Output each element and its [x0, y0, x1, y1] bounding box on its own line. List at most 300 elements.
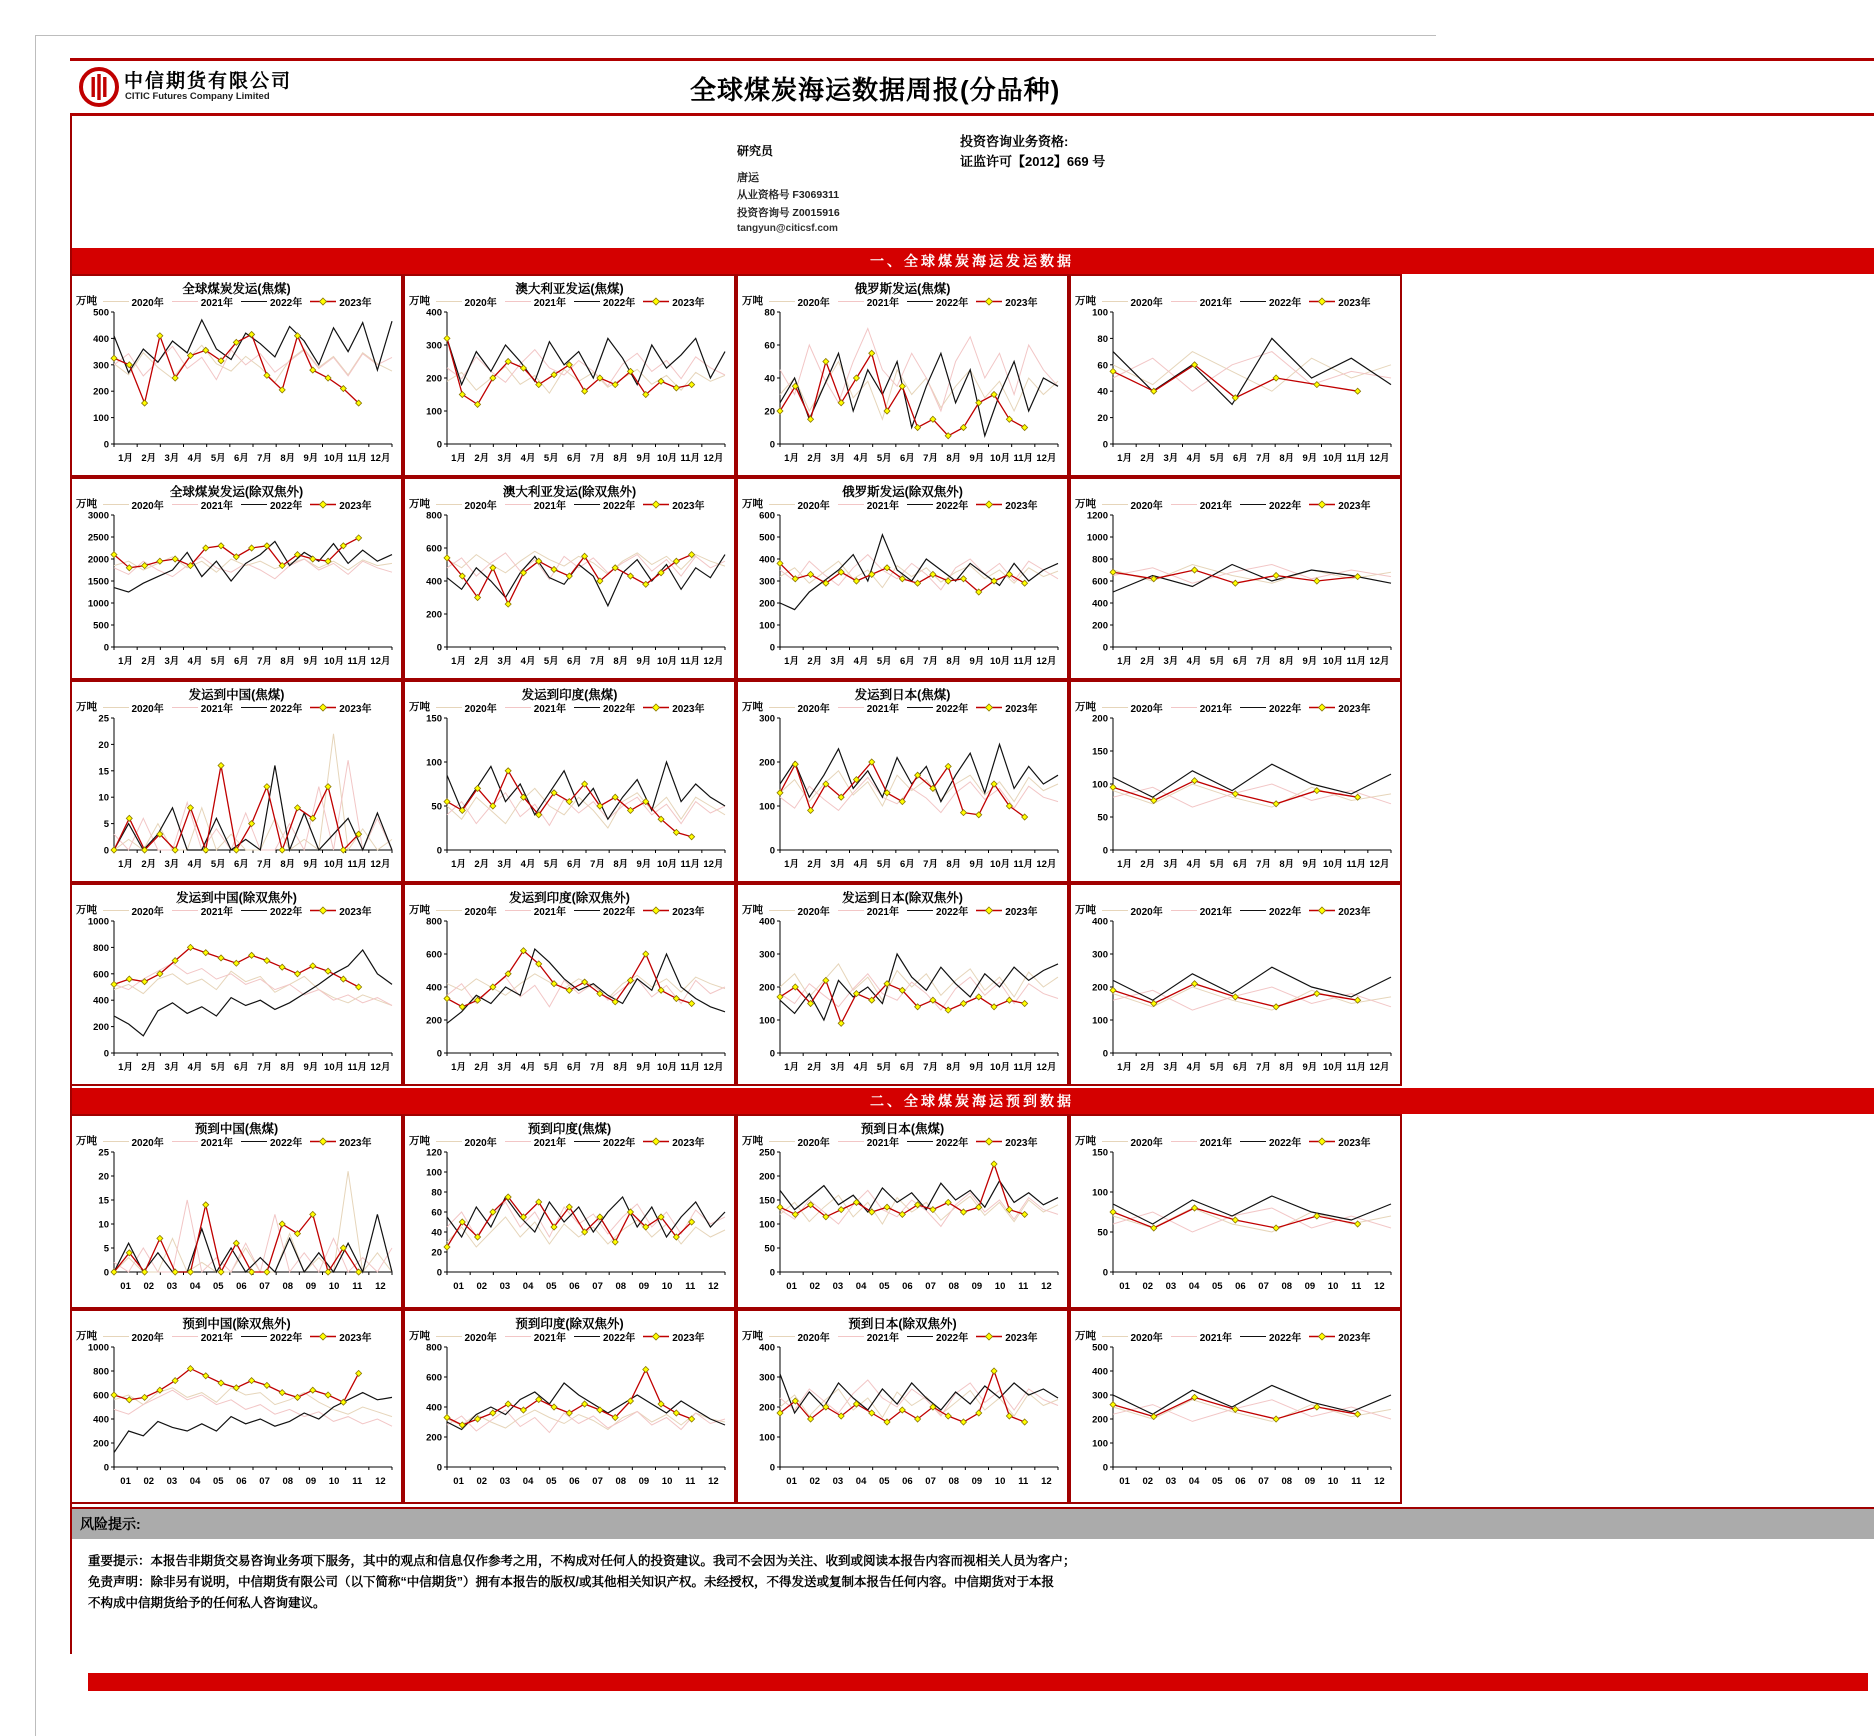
svg-text:3月: 3月 — [1163, 1062, 1178, 1073]
chart-cell — [736, 274, 1069, 477]
svg-text:1月: 1月 — [117, 1062, 133, 1073]
svg-text:03: 03 — [832, 1476, 843, 1487]
svg-text:7月: 7月 — [922, 656, 938, 667]
y-axis-unit-label: 万吨 — [1075, 904, 1096, 916]
legend-line-swatch — [573, 297, 601, 306]
legend-line-swatch — [1308, 297, 1336, 306]
chart-legend — [72, 498, 401, 511]
svg-text:08: 08 — [1280, 1281, 1292, 1292]
svg-text:11月: 11月 — [679, 1062, 700, 1073]
legend-line-swatch — [240, 500, 268, 509]
svg-text:100: 100 — [425, 757, 442, 769]
legend-line-swatch — [1308, 1332, 1336, 1341]
svg-text:01: 01 — [119, 1476, 131, 1487]
svg-text:300: 300 — [1091, 1390, 1108, 1402]
legend-line-swatch — [573, 703, 601, 712]
chart-cell — [736, 1309, 1069, 1504]
svg-text:6月: 6月 — [899, 1062, 915, 1073]
y-axis-unit-label: 万吨 — [76, 295, 97, 307]
svg-text:0: 0 — [1102, 1048, 1108, 1060]
svg-text:4月: 4月 — [187, 1062, 202, 1073]
svg-text:3月: 3月 — [497, 656, 512, 667]
svg-text:05: 05 — [212, 1476, 224, 1487]
svg-text:08: 08 — [281, 1476, 293, 1487]
legend-label: 2021年 — [866, 907, 899, 918]
legend-line-swatch — [1308, 703, 1336, 712]
svg-text:10: 10 — [661, 1281, 672, 1292]
legend-line-swatch — [768, 906, 796, 915]
chart-plot — [742, 308, 1064, 470]
svg-text:400: 400 — [425, 1402, 442, 1414]
svg-text:3月: 3月 — [830, 859, 845, 870]
svg-text:8月: 8月 — [945, 859, 961, 870]
svg-text:200: 200 — [758, 1171, 775, 1183]
legend-label: 2022年 — [603, 704, 636, 715]
svg-text:0: 0 — [103, 439, 109, 451]
chart-title: 预到中国(焦煤) — [194, 1122, 279, 1136]
legend-item — [1239, 1134, 1301, 1149]
legend-line-swatch — [1308, 500, 1336, 509]
legend-line-swatch — [573, 1332, 601, 1341]
legend-label: 2022年 — [936, 1333, 969, 1344]
svg-text:0: 0 — [769, 1048, 775, 1060]
svg-text:12: 12 — [1373, 1476, 1385, 1487]
legend-item — [1239, 497, 1301, 512]
legend-item — [1308, 700, 1370, 715]
legend-item — [504, 497, 566, 512]
y-axis-unit-label: 万吨 — [1075, 1135, 1096, 1147]
svg-text:400: 400 — [92, 333, 109, 345]
svg-text:9月: 9月 — [636, 453, 651, 464]
legend-item — [1170, 700, 1232, 715]
chart-cell — [736, 883, 1069, 1086]
svg-text:3月: 3月 — [830, 453, 845, 464]
citic-logo-icon — [78, 66, 120, 108]
svg-text:2月: 2月 — [806, 859, 822, 870]
svg-text:0: 0 — [1102, 642, 1108, 654]
svg-text:3月: 3月 — [164, 859, 179, 870]
svg-text:4月: 4月 — [520, 1062, 535, 1073]
legend-line-swatch — [642, 1137, 670, 1146]
legend-item — [309, 700, 371, 715]
chart-plot — [1075, 1343, 1397, 1493]
legend-label: 2020年 — [131, 1333, 164, 1344]
svg-text:400: 400 — [92, 1414, 109, 1426]
legend-line-swatch — [573, 500, 601, 509]
legend-label: 2022年 — [270, 1333, 303, 1344]
svg-text:300: 300 — [425, 340, 442, 352]
svg-text:07: 07 — [924, 1281, 936, 1292]
legend-item — [906, 497, 968, 512]
svg-text:6月: 6月 — [566, 453, 582, 464]
y-axis-unit-label: 万吨 — [76, 498, 97, 510]
chart-cell — [70, 1309, 403, 1504]
legend-item — [435, 1329, 497, 1344]
svg-text:3月: 3月 — [497, 1062, 512, 1073]
svg-text:1月: 1月 — [450, 1062, 466, 1073]
legend-label: 2021年 — [866, 704, 899, 715]
y-axis-unit-label: 万吨 — [76, 1135, 97, 1147]
legend-line-swatch — [171, 1332, 199, 1341]
svg-text:12月: 12月 — [369, 1062, 390, 1073]
legend-label: 2020年 — [464, 1333, 497, 1344]
legend-label: 2023年 — [672, 501, 705, 512]
legend-line-swatch — [1239, 1137, 1267, 1146]
legend-line-swatch — [171, 297, 199, 306]
legend-line-swatch — [435, 703, 463, 712]
svg-text:06: 06 — [568, 1281, 580, 1292]
legend-label: 2020年 — [797, 501, 830, 512]
legend-label: 2022年 — [936, 907, 969, 918]
chart-cell — [1069, 680, 1402, 883]
svg-text:4月: 4月 — [187, 859, 202, 870]
svg-text:0: 0 — [1102, 845, 1108, 857]
chart-cell — [1069, 477, 1402, 680]
legend-item — [171, 1329, 233, 1344]
svg-text:8月: 8月 — [612, 656, 628, 667]
svg-text:0: 0 — [769, 642, 775, 654]
svg-text:12月: 12月 — [702, 656, 723, 667]
legend-line-swatch — [1170, 906, 1198, 915]
svg-text:11月: 11月 — [1012, 1062, 1033, 1073]
legend-label: 2021年 — [200, 1333, 233, 1344]
risk-section — [70, 1507, 1874, 1691]
legend-line-swatch — [1170, 1137, 1198, 1146]
svg-text:4月: 4月 — [853, 1062, 868, 1073]
chart-cell — [1069, 883, 1402, 1086]
svg-text:400: 400 — [1091, 1366, 1108, 1378]
legend-label: 2022年 — [1269, 907, 1302, 918]
legend-item — [1308, 1134, 1370, 1149]
svg-text:01: 01 — [785, 1281, 797, 1292]
chart-title: 全球煤炭发运(除双焦外) — [169, 485, 304, 499]
svg-text:3月: 3月 — [830, 1062, 845, 1073]
legend-label: 2023年 — [339, 907, 372, 918]
legend-label: 2023年 — [1005, 1138, 1038, 1149]
legend-line-swatch — [240, 1137, 268, 1146]
svg-text:800: 800 — [425, 1342, 442, 1354]
svg-text:03: 03 — [499, 1281, 510, 1292]
svg-text:4月: 4月 — [520, 453, 535, 464]
chart-plot — [1075, 1148, 1397, 1298]
chart-legend — [1071, 701, 1400, 714]
legend-label: 2023年 — [672, 1138, 705, 1149]
researcher-info — [70, 116, 1874, 246]
svg-text:03: 03 — [166, 1281, 177, 1292]
legend-item — [642, 294, 704, 309]
legend-label: 2021年 — [866, 1333, 899, 1344]
chart-plot — [409, 308, 731, 470]
chart-legend — [738, 295, 1067, 308]
svg-text:8月: 8月 — [612, 453, 628, 464]
legend-item — [504, 903, 566, 918]
chart-cell — [736, 1114, 1069, 1309]
svg-text:150: 150 — [758, 1195, 775, 1207]
svg-text:9月: 9月 — [303, 859, 318, 870]
chart-legend — [405, 1135, 734, 1148]
svg-text:9月: 9月 — [1302, 1062, 1317, 1073]
y-axis-unit-label: 万吨 — [76, 1330, 97, 1342]
svg-text:11: 11 — [351, 1476, 362, 1487]
chart-title: 预到日本(焦煤) — [860, 1122, 945, 1136]
chart-cell — [736, 680, 1069, 883]
svg-text:80: 80 — [1096, 333, 1108, 345]
svg-text:03: 03 — [832, 1281, 843, 1292]
chart-legend — [72, 295, 401, 308]
researcher-email[interactable]: tangyun@citicsf.com — [737, 223, 838, 234]
svg-text:11: 11 — [351, 1281, 362, 1292]
svg-text:2月: 2月 — [140, 1062, 156, 1073]
y-axis-unit-label: 万吨 — [409, 295, 430, 307]
legend-item — [768, 294, 830, 309]
svg-text:400: 400 — [425, 982, 442, 994]
chart-legend — [1071, 498, 1400, 511]
svg-text:12月: 12月 — [702, 453, 723, 464]
y-axis-unit-label: 万吨 — [1075, 701, 1096, 713]
svg-text:200: 200 — [92, 1438, 109, 1450]
y-axis-unit-label: 万吨 — [409, 701, 430, 713]
chart-title: 澳大利亚发运(除双焦外) — [502, 485, 637, 499]
chart-title: 预到印度(焦煤) — [527, 1122, 612, 1136]
svg-text:06: 06 — [235, 1476, 247, 1487]
svg-text:10: 10 — [328, 1281, 339, 1292]
legend-item — [573, 1134, 635, 1149]
legend-line-swatch — [1239, 500, 1267, 509]
chart-legend — [1071, 904, 1400, 917]
chart-title: 发运到中国(除双焦外) — [176, 891, 297, 905]
legend-line-swatch — [102, 703, 130, 712]
legend-label: 2020年 — [464, 1138, 497, 1149]
legend-item — [171, 700, 233, 715]
chart-title: 发运到印度(除双焦外) — [509, 891, 630, 905]
svg-text:1月: 1月 — [783, 453, 799, 464]
legend-line-swatch — [504, 703, 532, 712]
svg-text:2月: 2月 — [806, 453, 822, 464]
svg-text:200: 200 — [92, 1022, 109, 1034]
legend-item — [1170, 294, 1232, 309]
svg-text:500: 500 — [758, 532, 775, 544]
svg-text:0: 0 — [103, 1267, 109, 1279]
svg-text:7月: 7月 — [256, 656, 272, 667]
svg-text:3月: 3月 — [830, 656, 845, 667]
chart-cell — [403, 1114, 736, 1309]
chart-title — [1071, 1119, 1400, 1135]
legend-line-swatch — [240, 906, 268, 915]
legend-label: 2023年 — [339, 501, 372, 512]
svg-text:100: 100 — [92, 413, 109, 425]
svg-text:02: 02 — [475, 1281, 487, 1292]
svg-text:12月: 12月 — [369, 453, 390, 464]
legend-item — [240, 903, 302, 918]
svg-text:1000: 1000 — [87, 916, 109, 928]
svg-text:1000: 1000 — [87, 598, 109, 610]
chart-cell — [70, 477, 403, 680]
svg-text:9月: 9月 — [636, 1062, 651, 1073]
section-banner: 二、全球煤炭海运预到数据 — [70, 1088, 1874, 1114]
chart-plot — [76, 1148, 398, 1298]
svg-text:1000: 1000 — [1086, 532, 1108, 544]
legend-item — [837, 903, 899, 918]
svg-text:0: 0 — [769, 845, 775, 857]
legend-label: 2022年 — [1269, 704, 1302, 715]
legend-item — [573, 1329, 635, 1344]
svg-text:200: 200 — [758, 982, 775, 994]
svg-text:5月: 5月 — [543, 1062, 559, 1073]
svg-text:12月: 12月 — [1035, 453, 1056, 464]
chart-plot — [409, 511, 731, 673]
svg-text:2月: 2月 — [806, 1062, 822, 1073]
svg-text:0: 0 — [769, 439, 775, 451]
svg-text:10: 10 — [994, 1281, 1005, 1292]
legend-label: 2023年 — [1338, 907, 1371, 918]
svg-text:0: 0 — [1102, 439, 1108, 451]
legend-line-swatch — [504, 297, 532, 306]
legend-label: 2021年 — [533, 704, 566, 715]
legend-label: 2020年 — [131, 907, 164, 918]
svg-text:01: 01 — [119, 1281, 131, 1292]
chart-plot — [76, 1343, 398, 1493]
svg-text:1月: 1月 — [1116, 859, 1132, 870]
svg-text:80: 80 — [430, 1187, 442, 1199]
svg-text:8月: 8月 — [612, 1062, 628, 1073]
svg-text:100: 100 — [1091, 307, 1108, 319]
legend-item — [240, 700, 302, 715]
chart-title — [1071, 685, 1400, 701]
legend-item — [642, 700, 704, 715]
svg-text:06: 06 — [1234, 1281, 1246, 1292]
svg-text:100: 100 — [758, 801, 775, 813]
legend-line-swatch — [1170, 703, 1198, 712]
svg-text:2月: 2月 — [473, 656, 489, 667]
legend-label: 2022年 — [1269, 1138, 1302, 1149]
researcher-heading: 研究员 — [737, 144, 774, 158]
svg-text:11: 11 — [684, 1476, 695, 1487]
svg-text:400: 400 — [425, 307, 442, 319]
legend-item — [906, 903, 968, 918]
svg-text:09: 09 — [638, 1281, 649, 1292]
legend-line-swatch — [171, 906, 199, 915]
legend-label: 2022年 — [603, 907, 636, 918]
svg-text:120: 120 — [425, 1147, 442, 1159]
svg-text:200: 200 — [425, 1015, 442, 1027]
legend-item — [1170, 1329, 1232, 1344]
legend-item — [642, 1134, 704, 1149]
legend-item — [573, 497, 635, 512]
svg-text:10月: 10月 — [989, 859, 1010, 870]
svg-text:2月: 2月 — [1139, 453, 1155, 464]
chart-cell — [1069, 1114, 1402, 1309]
svg-text:03: 03 — [1165, 1281, 1176, 1292]
chart-cell — [70, 883, 403, 1086]
legend-item — [906, 1329, 968, 1344]
legend-item — [504, 294, 566, 309]
chart-legend — [1071, 1135, 1400, 1148]
legend-item — [1239, 700, 1301, 715]
qualification-line2: 证监许可【2012】669 号 — [960, 154, 1106, 169]
legend-line-swatch — [309, 1137, 337, 1146]
legend-label: 2023年 — [672, 704, 705, 715]
legend-label: 2021年 — [1199, 1333, 1232, 1344]
svg-text:05: 05 — [878, 1281, 890, 1292]
svg-text:03: 03 — [499, 1476, 510, 1487]
svg-text:6月: 6月 — [233, 1062, 249, 1073]
legend-label: 2021年 — [533, 1333, 566, 1344]
legend-label: 2020年 — [1130, 704, 1163, 715]
svg-text:3月: 3月 — [1163, 453, 1178, 464]
svg-text:300: 300 — [758, 713, 775, 725]
svg-text:05: 05 — [878, 1476, 890, 1487]
svg-text:0: 0 — [1102, 1462, 1108, 1474]
svg-text:07: 07 — [924, 1476, 936, 1487]
svg-text:400: 400 — [758, 916, 775, 928]
legend-label: 2022年 — [603, 1138, 636, 1149]
legend-label: 2021年 — [1199, 298, 1232, 309]
svg-text:8月: 8月 — [945, 1062, 961, 1073]
chart-cell — [403, 1309, 736, 1504]
legend-item — [837, 497, 899, 512]
svg-text:5月: 5月 — [543, 859, 559, 870]
svg-text:03: 03 — [166, 1476, 177, 1487]
svg-text:11月: 11月 — [1012, 453, 1033, 464]
svg-text:10月: 10月 — [656, 656, 677, 667]
report-header — [70, 58, 1874, 116]
svg-text:9月: 9月 — [636, 859, 651, 870]
legend-label: 2021年 — [200, 907, 233, 918]
sections-root — [70, 248, 1874, 1504]
legend-item — [768, 700, 830, 715]
chart-title — [1071, 482, 1400, 498]
svg-text:400: 400 — [92, 995, 109, 1007]
chart-cell — [70, 680, 403, 883]
y-axis-unit-label: 万吨 — [76, 701, 97, 713]
svg-text:08: 08 — [614, 1281, 626, 1292]
legend-label: 2022年 — [936, 298, 969, 309]
chart-plot — [742, 1343, 1064, 1493]
chart-legend — [738, 1330, 1067, 1343]
svg-text:100: 100 — [758, 1219, 775, 1231]
svg-text:100: 100 — [1091, 779, 1108, 791]
legend-label: 2023年 — [1338, 704, 1371, 715]
svg-text:8月: 8月 — [279, 453, 295, 464]
legend-line-swatch — [906, 500, 934, 509]
svg-text:5月: 5月 — [1209, 1062, 1225, 1073]
svg-text:11月: 11月 — [346, 656, 367, 667]
svg-text:10: 10 — [97, 1219, 109, 1231]
svg-text:15: 15 — [97, 766, 109, 778]
legend-item — [768, 903, 830, 918]
svg-text:1月: 1月 — [1116, 453, 1132, 464]
legend-item — [906, 1134, 968, 1149]
legend-line-swatch — [975, 703, 1003, 712]
legend-label: 2023年 — [1005, 1333, 1038, 1344]
chart-legend — [72, 1330, 401, 1343]
chart-plot — [409, 714, 731, 876]
svg-text:2月: 2月 — [1139, 859, 1155, 870]
chart-title: 俄罗斯发运(焦煤) — [854, 282, 951, 296]
legend-line-swatch — [171, 703, 199, 712]
svg-text:10月: 10月 — [323, 453, 344, 464]
legend-label: 2022年 — [603, 298, 636, 309]
svg-text:4月: 4月 — [853, 453, 868, 464]
svg-text:5月: 5月 — [543, 656, 559, 667]
chart-title: 发运到日本(焦煤) — [854, 688, 951, 702]
svg-text:9月: 9月 — [636, 656, 651, 667]
legend-line-swatch — [1101, 297, 1129, 306]
svg-text:07: 07 — [591, 1281, 603, 1292]
legend-label: 2023年 — [339, 1138, 372, 1149]
legend-line-swatch — [240, 297, 268, 306]
legend-line-swatch — [837, 500, 865, 509]
